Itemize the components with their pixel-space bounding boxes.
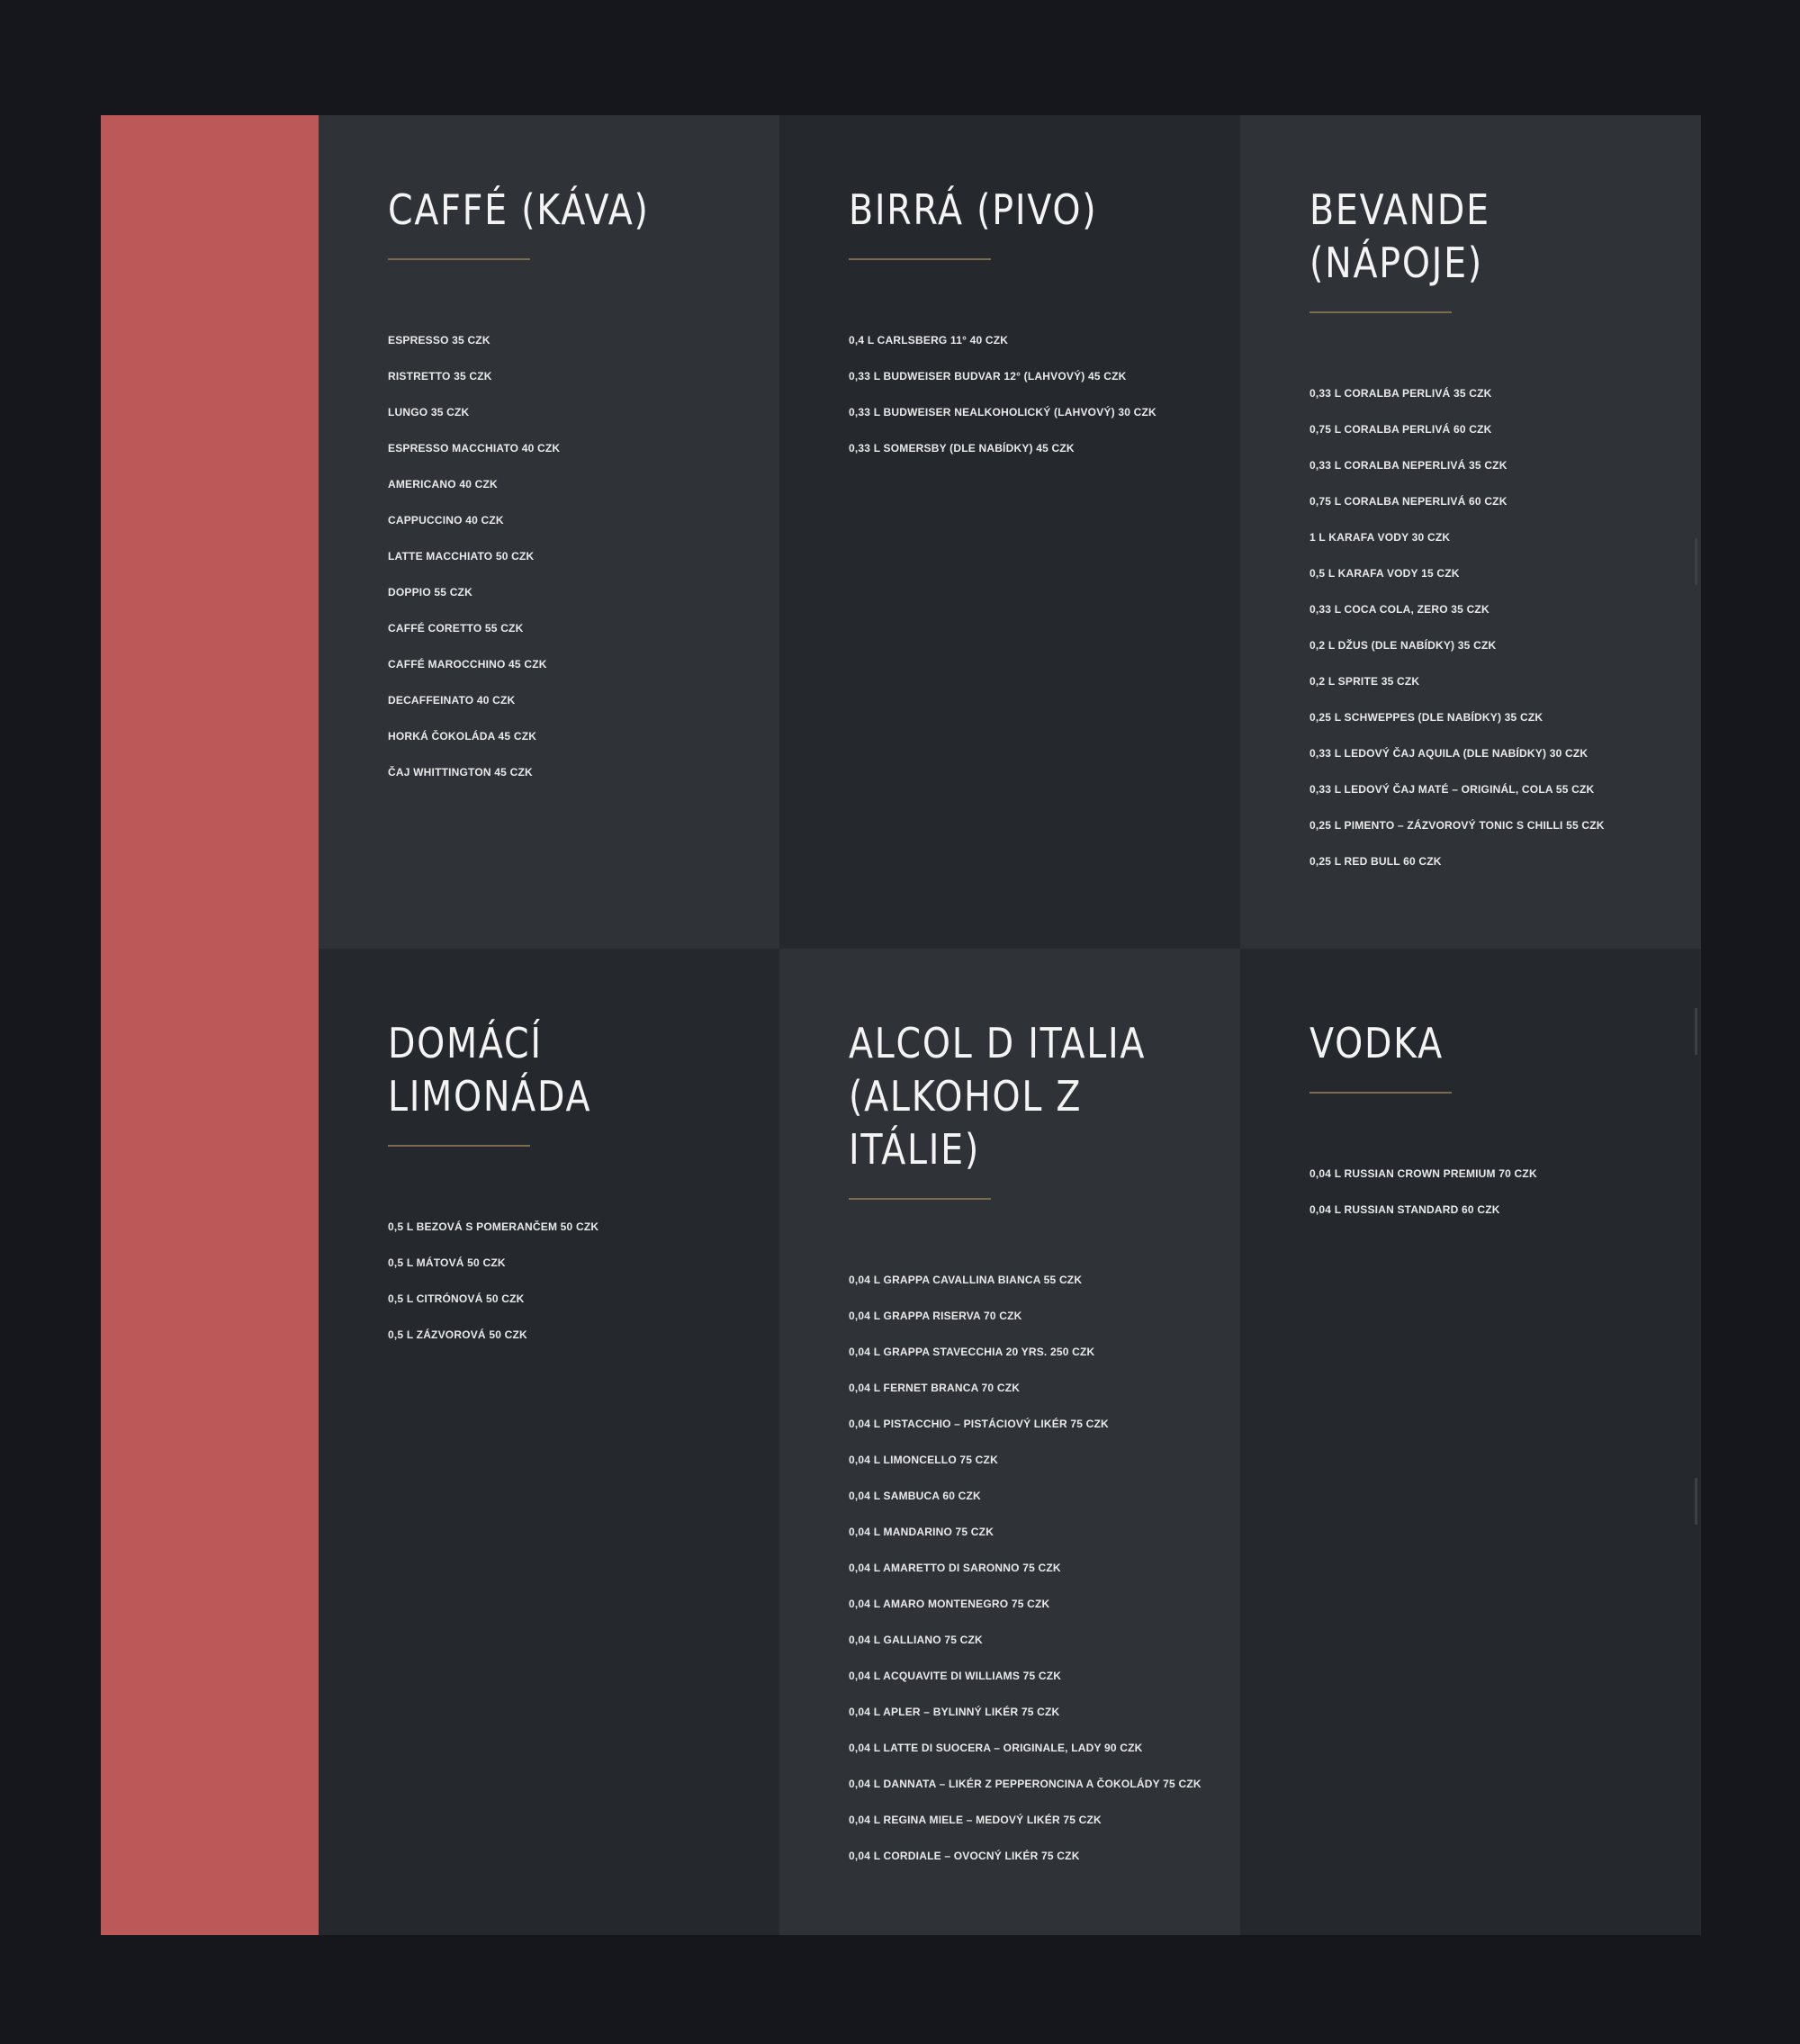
menu-item: CAPPUCCINO 40 CZK — [388, 514, 504, 527]
menu-item: 0,04 L LATTE DI SUOCERA – ORIGINALE, LADY 90 CZK — [849, 1742, 1143, 1754]
menu-item: 0,5 L MÁTOVÁ 50 CZK — [388, 1256, 506, 1269]
menu-item: 0,75 L CORALBA NEPERLIVÁ 60 CZK — [1310, 495, 1508, 508]
scroll-marker — [1695, 538, 1697, 585]
scroll-marker — [1695, 1008, 1697, 1055]
menu-item: 0,04 L GRAPPA RISERVA 70 CZK — [849, 1310, 1022, 1322]
menu-item: 0,2 L SPRITE 35 CZK — [1310, 675, 1420, 688]
menu-item: 0,25 L SCHWEPPES (DLE NABÍDKY) 35 CZK — [1310, 711, 1544, 724]
menu-item: 0,33 L COCA COLA, ZERO 35 CZK — [1310, 603, 1490, 616]
menu-item: 0,25 L PIMENTO – ZÁZVOROVÝ TONIC S CHILLI 55 CZK — [1310, 819, 1605, 832]
menu-item: 0,04 L AMARO MONTENEGRO 75 CZK — [849, 1598, 1050, 1610]
menu-item: ESPRESSO 35 CZK — [388, 334, 490, 347]
item-list — [1310, 387, 1665, 891]
section-title: BEVANDE (NÁPOJE) — [1310, 185, 1490, 287]
menu-item: 0,04 L GRAPPA STAVECCHIA 20 YRS. 250 CZK — [849, 1346, 1095, 1358]
menu-item: CAFFÉ CORETTO 55 CZK — [388, 622, 524, 635]
item-list — [388, 334, 743, 802]
menu-item: 0,33 L CORALBA NEPERLIVÁ 35 CZK — [1310, 459, 1508, 472]
menu-item: 1 L KARAFA VODY 30 CZK — [1310, 531, 1451, 544]
menu-item: 0,04 L RUSSIAN CROWN PREMIUM 70 CZK — [1310, 1167, 1537, 1180]
menu-item: 0,04 L AMARETTO DI SARONNO 75 CZK — [849, 1562, 1061, 1574]
item-list — [388, 1220, 743, 1364]
menu-item: DOPPIO 55 CZK — [388, 586, 472, 599]
menu-item: 0,04 L SAMBUCA 60 CZK — [849, 1490, 981, 1502]
menu-item: 0,33 L CORALBA PERLIVÁ 35 CZK — [1310, 387, 1492, 400]
menu-item: CAFFÉ MAROCCHINO 45 CZK — [388, 658, 547, 671]
item-list — [1310, 1167, 1665, 1239]
menu-item: 0,4 L CARLSBERG 11° 40 CZK — [849, 334, 1009, 347]
menu-item: 0,33 L LEDOVÝ ČAJ MATÉ – ORIGINÁL, COLA 55 CZK — [1310, 783, 1595, 796]
item-list — [849, 1274, 1204, 1886]
item-list — [849, 334, 1204, 478]
menu-item: 0,04 L PISTACCHIO – PISTÁCIOVÝ LIKÉR 75 CZK — [849, 1418, 1109, 1430]
section-title: VODKA — [1310, 1019, 1444, 1067]
menu-frame — [101, 115, 1701, 1935]
menu-item: 0,04 L GRAPPA CAVALLINA BIANCA 55 CZK — [849, 1274, 1083, 1286]
scroll-marker — [1695, 1478, 1697, 1525]
menu-item: 0,75 L CORALBA PERLIVÁ 60 CZK — [1310, 423, 1492, 436]
menu-item: RISTRETTO 35 CZK — [388, 370, 492, 383]
section-birra — [779, 115, 1240, 949]
title-divider — [849, 1198, 991, 1200]
title-divider — [388, 1145, 530, 1147]
menu-item: 0,5 L CITRÓNOVÁ 50 CZK — [388, 1292, 525, 1305]
section-vodka — [1240, 949, 1701, 1935]
menu-item: 0,2 L DŽUS (DLE NABÍDKY) 35 CZK — [1310, 639, 1497, 652]
section-alcol — [779, 949, 1240, 1935]
section-title: CAFFÉ (KÁVA) — [388, 185, 650, 234]
title-divider — [849, 258, 991, 260]
menu-item: 0,25 L RED BULL 60 CZK — [1310, 855, 1442, 868]
menu-item: 0,04 L ACQUAVITE DI WILLIAMS 75 CZK — [849, 1670, 1062, 1682]
menu-item: 0,5 L BEZOVÁ S POMERANČEM 50 CZK — [388, 1220, 599, 1233]
menu-item: 0,04 L RUSSIAN STANDARD 60 CZK — [1310, 1203, 1500, 1216]
menu-item: 0,04 L APLER – BYLINNÝ LIKÉR 75 CZK — [849, 1706, 1060, 1718]
title-divider — [388, 258, 530, 260]
menu-item: 0,5 L KARAFA VODY 15 CZK — [1310, 567, 1460, 580]
menu-item: 0,33 L BUDWEISER BUDVAR 12° (LAHVOVÝ) 45 CZK — [849, 370, 1127, 383]
section-caffe — [319, 115, 779, 949]
menu-item: 0,33 L BUDWEISER NEALKOHOLICKÝ (LAHVOVÝ) 30 CZK — [849, 406, 1156, 419]
menu-item: ESPRESSO MACCHIATO 40 CZK — [388, 442, 561, 455]
menu-item: 0,5 L ZÁZVOROVÁ 50 CZK — [388, 1328, 527, 1341]
menu-item: 0,33 L SOMERSBY (DLE NABÍDKY) 45 CZK — [849, 442, 1075, 455]
title-divider — [1310, 311, 1452, 313]
section-title: BIRRÁ (PIVO) — [849, 185, 1098, 234]
menu-item: DECAFFEINATO 40 CZK — [388, 694, 516, 707]
menu-item: LUNGO 35 CZK — [388, 406, 470, 419]
section-limonada — [319, 949, 779, 1935]
section-title: ALCOL D ITALIA (ALKOHOL Z ITÁLIE) — [849, 1019, 1147, 1174]
menu-item: 0,04 L REGINA MIELE – MEDOVÝ LIKÉR 75 CZK — [849, 1814, 1102, 1826]
section-title: DOMÁCÍ LIMONÁDA — [388, 1019, 592, 1121]
menu-item: ČAJ WHITTINGTON 45 CZK — [388, 766, 533, 779]
menu-item: 0,04 L FERNET BRANCA 70 CZK — [849, 1382, 1021, 1394]
menu-item: HORKÁ ČOKOLÁDA 45 CZK — [388, 730, 537, 743]
menu-item: 0,04 L GALLIANO 75 CZK — [849, 1634, 983, 1646]
accent-strip — [101, 115, 319, 1935]
menu-item: 0,33 L LEDOVÝ ČAJ AQUILA (DLE NABÍDKY) 30 CZK — [1310, 747, 1588, 760]
menu-item: AMERICANO 40 CZK — [388, 478, 498, 491]
section-bevande — [1240, 115, 1701, 949]
title-divider — [1310, 1092, 1452, 1094]
menu-item: LATTE MACCHIATO 50 CZK — [388, 550, 535, 563]
menu-item: 0,04 L DANNATA – LIKÉR Z PEPPERONCINA A ČOKOLÁDY 75 CZK — [849, 1778, 1202, 1790]
menu-item: 0,04 L LIMONCELLO 75 CZK — [849, 1454, 998, 1466]
menu-item: 0,04 L CORDIALE – OVOCNÝ LIKÉR 75 CZK — [849, 1850, 1080, 1862]
menu-item: 0,04 L MANDARINO 75 CZK — [849, 1526, 994, 1538]
